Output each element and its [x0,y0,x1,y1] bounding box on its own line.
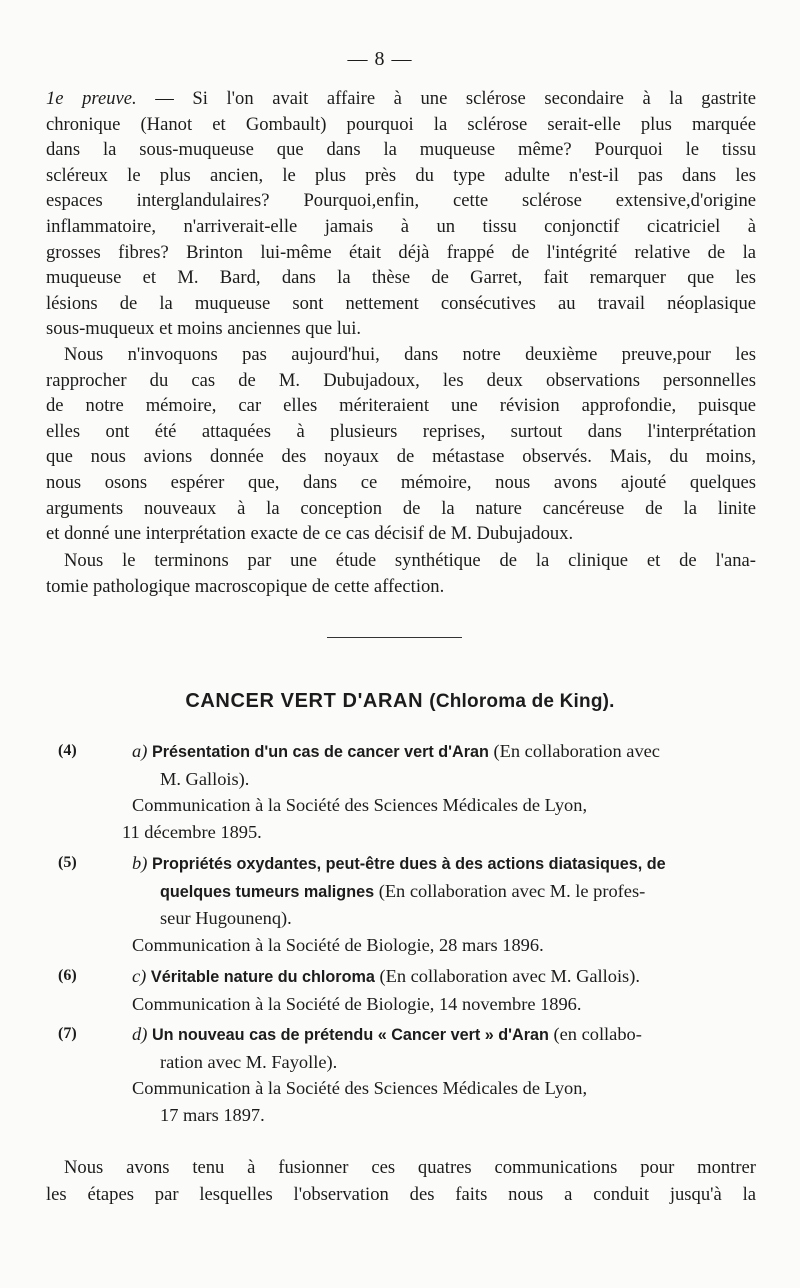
text-line: scléreux le plus ancien, le plus près du type adulte n'est-il pas dans les [46,164,756,186]
entry-title: Véritable nature du chloroma [150,968,375,986]
entry-letter: c) [132,966,147,986]
text-line: nous osons espérer que, dans ce mémoire, nous avons ajouté quelques [46,471,756,493]
paragraph-closing [46,1154,756,1208]
section-title-sub: (Chloroma de King). [429,691,615,712]
entry-communication: Communication à la Société de Biologie, 28 mars 1896. [132,934,544,955]
entry-number: (7) [58,1025,77,1042]
text-line: dans la sous-muqueuse que dans la muqueuse même? Pourquoi le tissu [46,139,756,161]
entry-letter: a) [132,741,148,761]
text-line: et donné une interprétation exacte de ce cas décisif de M. Dubujadoux. [46,523,574,545]
text-line: rapprocher du cas de M. Dubujadoux, les deux observations personnelles [46,369,756,391]
entry-communication: Communication à la Société des Sciences Médicales de Lyon, [132,1078,588,1098]
entry-number: (5) [58,854,77,871]
paragraph-second-proof [46,342,756,547]
text-line: de notre mémoire, car elles mériteraient une révision approfondie, puisque [46,395,756,417]
text-line: lésions de la muqueuse sont nettement consécutives au travail néoplasique [46,292,756,314]
entry-communication-date: 11 décembre 1895. [122,821,262,842]
text-line: chronique (Hanot et Gombault) pourquoi la sclérose serait-elle plus marquée [46,113,756,135]
entry-letter: b) [132,853,148,873]
paragraph-conclusion [46,548,756,599]
text-line: 1e preuve. — Si l'on avait affaire à une sclérose secondaire à la gastrite [46,88,757,109]
text-line: tomie pathologique macroscopique de cette affection. [46,575,445,597]
entry-title-continuation: quelques tumeurs malignes [160,882,375,901]
text-line: arguments nouveaux à la conception de la nature cancéreuse de la linite [46,497,756,519]
text-line: elles ont été attaquées à plusieurs reprises, surtout dans l'interprétation [46,420,756,442]
entry-number: (4) [58,742,77,759]
entry-continuation: ration avec M. Fayolle). [160,1051,338,1072]
section-title-main: CANCER VERT D'ARAN [185,690,424,712]
entry-title: Présentation d'un cas de cancer vert d'Aran [151,743,489,761]
text-line: Nous avons tenu à fusionner ces quatres communications pour montrer [64,1157,756,1178]
page-number: — 8 — [347,48,413,70]
entry-communication: Communication à la Société des Sciences Médicales de Lyon, [132,795,588,815]
text-line: inflammatoire, n'arriverait-elle jamais à un tissu conjonctif cicatriciel à [46,215,756,237]
text-line: les étapes par lesquelles l'observation des faits nous a conduit jusqu'à la [46,1184,756,1205]
entry-title: Propriétés oxydantes, peut-être dues à des actions diatasiques, de [151,855,666,873]
text-line: muqueuse et M. Bard, dans la thèse de Garret, fait remarquer que les [46,267,756,289]
entry-communication: Communication à la Société de Biologie, 14 novembre 1896. [132,993,582,1014]
proof-lead: 1e preuve. [46,88,137,109]
entry-title: Un nouveau cas de prétendu « Cancer vert » d'Aran [151,1026,549,1044]
entry-continuation: seur Hugounenq). [160,908,292,928]
entry-letter: d) [132,1024,148,1044]
entry-number: (6) [58,967,77,984]
text-line: grosses fibres? Brinton lui-même était déjà frappé de l'intégrité relative de la [46,241,756,263]
entry-communication-date: 17 mars 1897. [160,1104,265,1125]
entry-continuation: M. Gallois). [160,768,250,789]
text-line: sous-muqueux et moins anciennes que lui. [46,318,362,340]
section-title [0,690,800,713]
text-line: Nous n'invoquons pas aujourd'hui, dans notre deuxième preuve,pour les [64,344,756,365]
section-divider [327,637,462,638]
text-line: que nous avions donnée des noyaux de métastase observés. Mais, du moins, [46,446,756,468]
text-line: espaces interglandulaires? Pourquoi,enfin, cette sclérose extensive,d'origine [46,190,756,212]
document-page: — 8 — 1e preuve. — Si l'on avait affaire à une sclérose secondaire à la gastrite chronique (Hanot et Gombault) pourquoi la sclérose serait-elle plus marquée dans la sous-muqueuse que dans la muqueuse même? Pourquoi le tissu scléreux le plus ancien, le plus près du type adulte n'est-il pas dans les espaces interglandulaires? Pourquoi,enfin, cette sclérose extensive,d'origine inflammatoire, n'arriverait-elle jamais à un tissu conjonctif cicatriciel à grosses fibres? Brinton lui-même était déjà frappé de l'intégrité relative de la muqueuse et M. Bard, dans la thèse de Garret, fait remarquer que les lésions de la muqueuse sont nettement consécutives au travail néoplasique sous-muqueux et moins anciennes que lui. Nous n'invoquons pas aujourd'hui, dans notre deuxième preuve,pour les rapprocher du cas de M. Dubujadoux, les deux observations personnelles de notre mémoire, car elles mériteraient une révision approfondie, puisque elles ont été attaquées à plusieurs reprises, surtout dans l'interprétation que nous avions donnée des noyaux de métastase observés. Mais, du moins, nous osons espérer que, dans ce mémoire, nous avons ajouté quelques arguments nouveaux à la conception de la nature cancéreuse de la linite et donné une interprétation exacte de ce cas décisif de M. Dubujadoux. Nous le terminons par une étude synthétique de la clinique et de l'ana- tomie pathologique macroscopique de cette affection. CANCER VERT D'ARAN (Chloroma de King). (4) a) Présentation d'un cas de cancer vert d'Aran (En collaboration avec M. Gallois). Communication à la Société des Sciences Médicales de Lyon, 11 décembre 1895. (5) b) Propriétés oxydantes, peut-être dues à des actions diatasiques, de quelques tumeurs malignes (En collaboration avec M. le profes- seur Hugounenq). Communication à la Société de Biologie, 28 mars 1896. (6) c) Véritable nature du chloroma (En collaboration avec M. Gallois). Communication à la Société de Biologie, 14 novembre 1896. (7) d) Un nouveau cas de prétendu « Cancer vert » d'Aran (en collabo- ration avec M. Fayolle). Communication à la Société des Sciences Médicales de Lyon, 17 mars 1897. Nous avons tenu à fusionner ces quatres communications pour montrer les étapes par lesquelles l'observation des faits nous a conduit jusqu'à la [0,0,800,1288]
text-line: Nous le terminons par une étude synthétique de la clinique et de l'ana- [64,550,756,571]
paragraph-first-proof [46,86,756,342]
